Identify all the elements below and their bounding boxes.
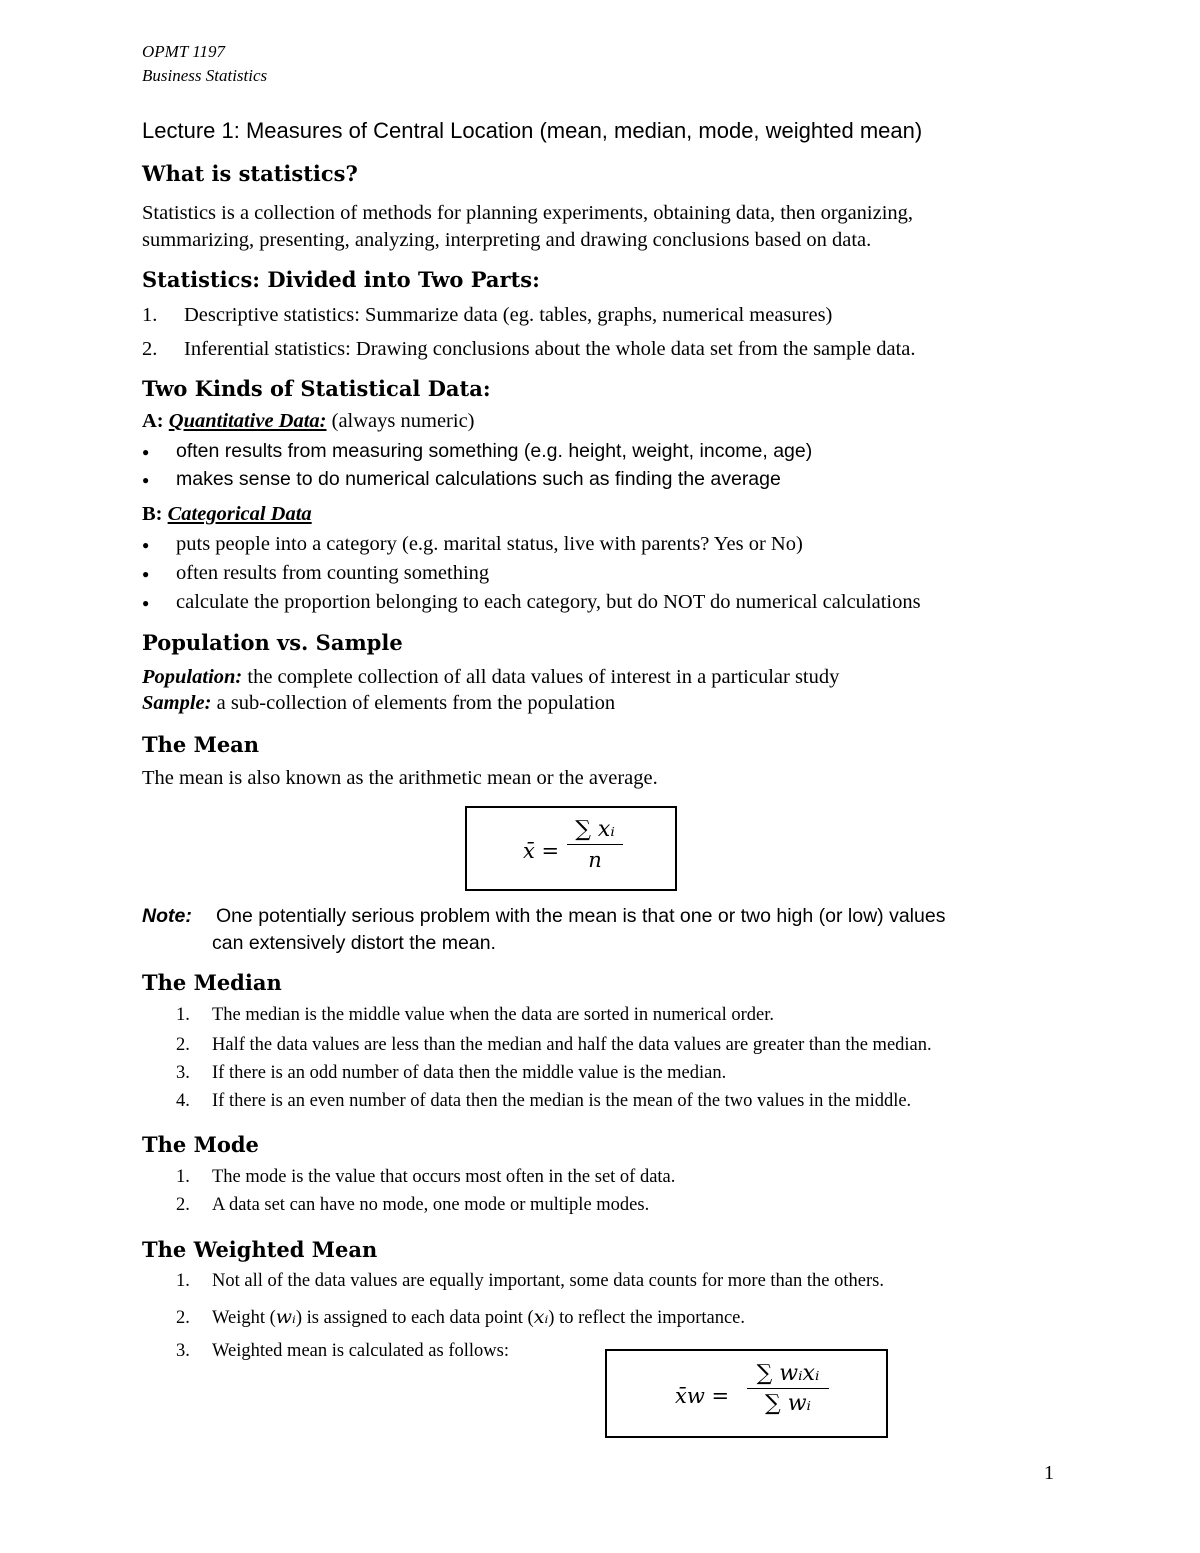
list-item: ● often results from counting something <box>142 562 490 584</box>
list-text: Descriptive statistics: Summarize data (eg. tables, graphs, numerical measures) <box>184 304 833 326</box>
bullet-icon: ● <box>142 472 150 487</box>
weighted-formula-lhs: x̄w = <box>675 1384 730 1408</box>
list-number: 1. <box>142 304 158 326</box>
list-item: 2. Weight (wᵢ) is assigned to each data point (xᵢ) to reflect the importance. <box>176 1306 746 1328</box>
weighted-mean-heading: The Weighted Mean <box>142 1237 378 1262</box>
list-item: ● calculate the proportion belonging to each category, but do NOT do numerical calculations <box>142 591 921 613</box>
weight-symbol: wᵢ <box>275 1306 296 1328</box>
population-sample-heading: Population vs. Sample <box>142 630 403 655</box>
list-item: 2. A data set can have no mode, one mode or multiple modes. <box>176 1195 650 1215</box>
quantitative-note: (always numeric) <box>331 410 475 432</box>
weighted-formula-numerator: ∑ wᵢxᵢ <box>756 1361 820 1386</box>
statistics-definition-line1: Statistics is a collection of methods for planning experiments, obtaining data, then organizing, <box>142 202 914 224</box>
bullet-icon: ● <box>142 566 150 581</box>
what-is-statistics-heading: What is statistics? <box>142 161 358 186</box>
weighted-mean-formula-box <box>605 1349 888 1438</box>
page-title: Lecture 1: Measures of Central Location (mean, median, mode, weighted mean) <box>142 118 923 143</box>
quantitative-title: Quantitative Data: <box>168 410 327 432</box>
sample-definition: Sample: a sub-collection of elements from the population <box>142 692 616 714</box>
sample-term: Sample: <box>142 692 212 714</box>
weighted-formula-denominator: ∑ wᵢ <box>765 1391 811 1416</box>
course-code: OPMT 1197 <box>142 42 225 61</box>
list-item: 3. Weighted mean is calculated as follows: <box>176 1341 509 1361</box>
two-kinds-heading: Two Kinds of Statistical Data: <box>142 376 491 401</box>
mean-formula-numerator: ∑ xᵢ <box>575 817 615 842</box>
list-item: 1. The mode is the value that occurs most often in the set of data. <box>176 1167 676 1187</box>
quantitative-heading <box>142 410 475 433</box>
mean-formula-box <box>465 806 677 891</box>
mean-heading: The Mean <box>142 732 260 757</box>
categorical-heading <box>142 503 312 526</box>
note-line1: One potentially serious problem with the mean is that one or two high (or low) values <box>216 905 946 927</box>
list-item: ● often results from measuring something (e.g. height, weight, income, age) <box>142 440 813 462</box>
list-item: 4. If there is an even number of data then the median is the mean of the two values in the middle. <box>176 1091 912 1111</box>
section-a-label: A: <box>142 410 164 432</box>
list-item: 2. Half the data values are less than the median and half the data values are greater than the median. <box>176 1035 932 1055</box>
list-item: 1. The median is the middle value when the data are sorted in numerical order. <box>176 1005 774 1025</box>
statistics-definition-line2: summarizing, presenting, analyzing, interpreting and drawing conclusions based on data. <box>142 229 872 251</box>
categorical-title: Categorical Data <box>167 503 312 525</box>
list-item: 3. If there is an odd number of data then the middle value is the median. <box>176 1063 727 1083</box>
bullet-icon: ● <box>142 444 150 459</box>
list-item <box>142 338 916 361</box>
mean-description: The mean is also known as the arithmetic mean or the average. <box>142 767 658 789</box>
mode-heading: The Mode <box>142 1132 259 1157</box>
bullet-icon: ● <box>142 595 150 610</box>
page-number: 1 <box>1044 1462 1054 1484</box>
note-label: Note: <box>142 905 192 927</box>
note-line2: can extensively distort the mean. <box>212 932 496 954</box>
population-definition: Population: the complete collection of all data values of interest in a particular study <box>142 666 840 688</box>
list-text: Inferential statistics: Drawing conclusions about the whole data set from the sample data. <box>184 338 916 360</box>
mean-formula-fraction <box>567 816 623 875</box>
list-item: ● puts people into a category (e.g. marital status, live with parents? Yes or No) <box>142 533 803 555</box>
mean-formula-lhs: x̄ = <box>523 839 560 863</box>
two-parts-heading: Statistics: Divided into Two Parts: <box>142 267 540 292</box>
median-heading: The Median <box>142 970 282 995</box>
data-point-symbol: xᵢ <box>533 1306 549 1328</box>
list-number: 2. <box>142 338 158 360</box>
section-b-label: B: <box>142 503 163 525</box>
mean-formula-denominator: n <box>588 848 602 872</box>
list-item: 1. Not all of the data values are equally important, some data counts for more than the others. <box>176 1271 884 1291</box>
course-name: Business Statistics <box>142 66 268 85</box>
weighted-formula-fraction <box>747 1360 829 1419</box>
list-item: ● makes sense to do numerical calculations such as finding the average <box>142 468 781 490</box>
population-term: Population: <box>142 666 243 688</box>
list-item <box>142 304 832 327</box>
bullet-icon: ● <box>142 537 150 552</box>
